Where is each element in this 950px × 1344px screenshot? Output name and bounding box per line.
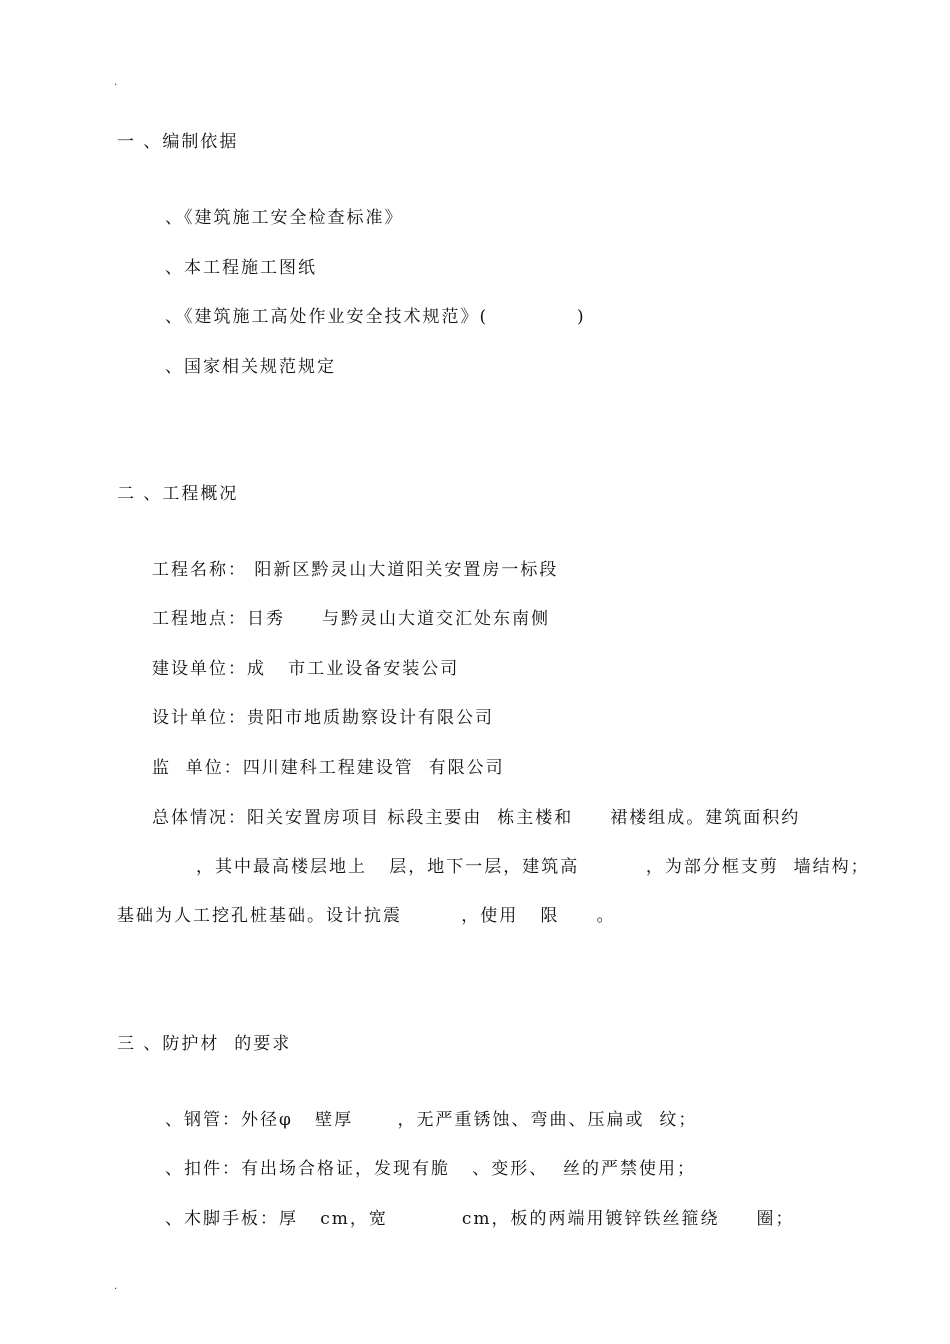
section1-item-1: 、《建筑施工安全检查标准》 [165,208,404,228]
section3-heading: 三 、防护材 的要求 [117,1034,292,1054]
supervision-unit-label: 监 单位： [152,758,243,778]
overview-line-3: 基础为人工挖孔桩基础。设计抗震 ，使用 限 。 [117,906,616,926]
overview-line-2: ，其中最高楼层地上 层，地下一层，建筑高 ，为部分框支剪 墙结构； [196,857,870,877]
section2-heading: 二 、工程概况 [117,484,239,504]
project-name-label: 工程名称： [152,560,247,580]
section3-item-3: 、木脚手板：厚 cm，宽 cm，板的两端用镀锌铁丝箍绕 圈； [165,1209,795,1229]
project-location-row [152,609,550,629]
construction-unit-value: 成 市工业设备安装公司 [247,659,460,679]
project-name-value: 阳新区黔灵山大道阳关安置房一标段 [247,560,559,580]
overview-text-1: 阳关安置房项目 标段主要由 栋主楼和 裙楼组成。建筑面积约 [247,808,801,828]
project-name-row [152,560,558,580]
section1-item-4: 、国家相关规范规定 [165,357,336,377]
supervision-unit-row [152,758,505,778]
page-mark-bottom: . [114,1281,118,1292]
overview-label: 总体情况： [152,808,247,828]
design-unit-row [152,708,494,728]
supervision-unit-value: 四川建科工程建设管 有限公司 [242,758,505,778]
construction-unit-label: 建设单位： [152,659,247,679]
section3-item-2: 、扣件：有出场合格证，发现有脆 、变形、 丝的严禁使用； [165,1159,697,1179]
project-location-value: 日秀 与黔灵山大道交汇处东南侧 [247,609,551,629]
section1-item-3: 、《建筑施工高处作业安全技术规范》( ) [165,307,586,327]
section3-item-1: 、钢管：外径φ 壁厚 ，无严重锈蚀、弯曲、压扁或 纹； [165,1110,698,1130]
design-unit-label: 设计单位： [152,708,247,728]
project-location-label: 工程地点： [152,609,247,629]
page-mark-top: . [114,77,118,88]
design-unit-value: 贵阳市地质勘察设计有限公司 [247,708,494,728]
section1-heading: 一 、编制依据 [117,132,239,152]
section1-item-2: 、本工程施工图纸 [165,258,317,278]
construction-unit-row [152,659,459,679]
overview-line-1 [152,808,800,828]
